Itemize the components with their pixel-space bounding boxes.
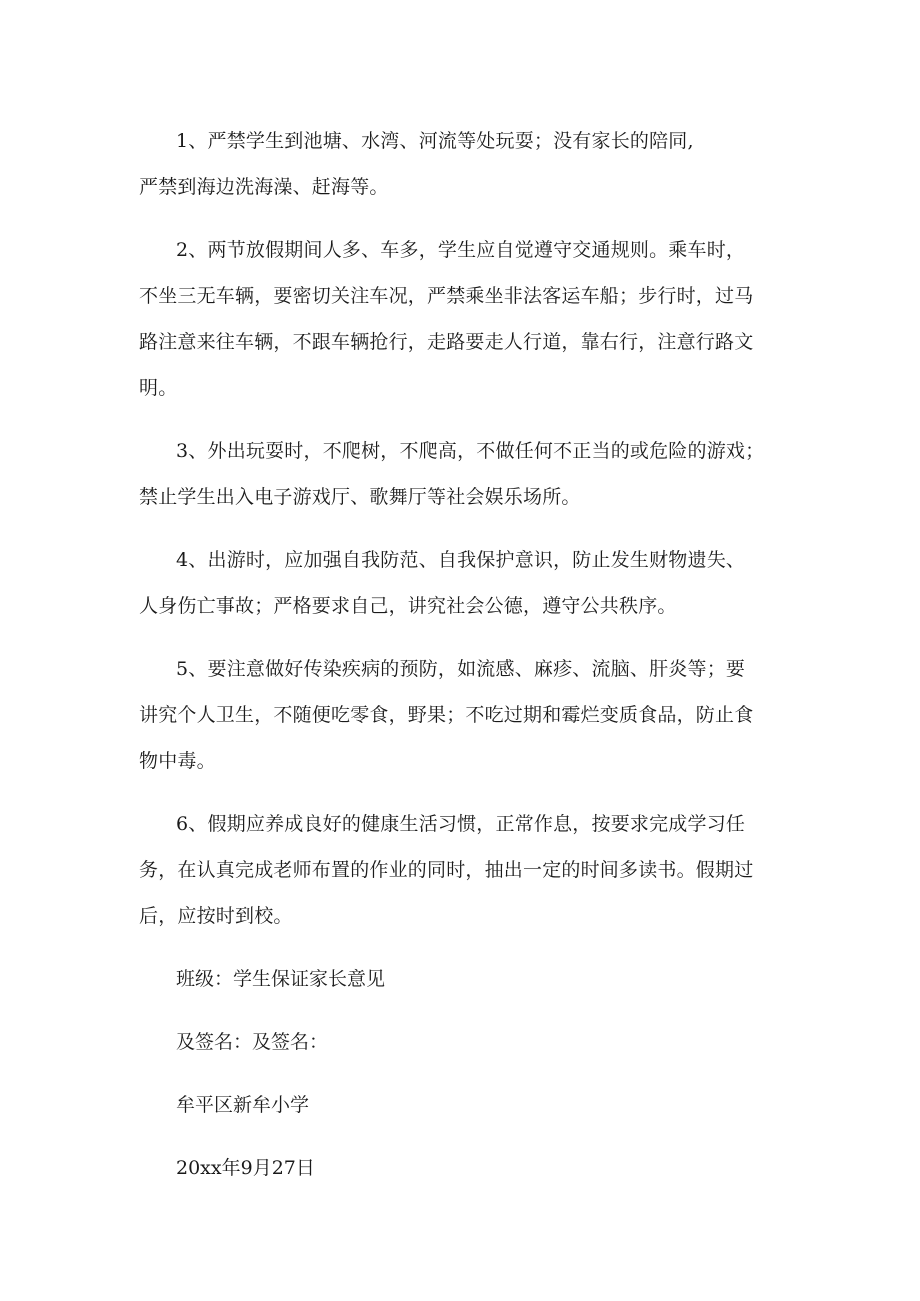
- paragraph-line: 4、出游时，应加强自我防范、自我保护意识，防止发生财物遗失、: [176, 549, 746, 571]
- rule-paragraph-6: [139, 801, 789, 939]
- paragraph-line: 务，在认真完成老师布置的作业的同时，抽出一定的时间多读书。假期过: [139, 859, 754, 881]
- document-date: 20xx年9月27日: [176, 1157, 315, 1179]
- document-body: [139, 118, 789, 1208]
- school-name: 牟平区新牟小学: [176, 1094, 310, 1116]
- paragraph-line: 严禁到海边洗海澡、赶海等。: [139, 176, 389, 198]
- paragraph-line: 5、要注意做好传染疾病的预防，如流感、麻疹、流脑、肝炎等；要: [176, 658, 746, 680]
- paragraph-line: 禁止学生出入电子游戏厅、歌舞厅等社会娱乐场所。: [139, 486, 581, 508]
- paragraph-line: 2、两节放假期间人多、车多，学生应自觉遵守交通规则。乘车时，: [176, 239, 746, 261]
- paragraph-line: 6、假期应养成良好的健康生活习惯，正常作息，按要求完成学习任: [176, 813, 746, 835]
- paragraph-line: 不坐三无车辆，要密切关注车况，严禁乘坐非法客运车船；步行时，过马: [139, 285, 754, 307]
- sign-line: 及签名：及签名：: [176, 1031, 329, 1053]
- paragraph-line: 路注意来往车辆，不跟车辆抢行，走路要走人行道，靠右行，注意行路文: [139, 331, 754, 353]
- rule-paragraph-2: [139, 227, 789, 411]
- paragraph-line: 1、严禁学生到池塘、水湾、河流等处玩耍；没有家长的陪同,: [176, 130, 694, 152]
- paragraph-line: 物中毒。: [139, 750, 216, 772]
- paragraph-line: 人身伤亡事故；严格要求自己，讲究社会公德，遵守公共秩序。: [139, 595, 677, 617]
- paragraph-line: 后，应按时到校。: [139, 905, 293, 927]
- rule-paragraph-5: [139, 646, 789, 784]
- rule-paragraph-4: [139, 537, 789, 629]
- class-signature-line: 班级：学生保证家长意见: [176, 968, 386, 990]
- paragraph-line: 讲究个人卫生，不随便吃零食，野果；不吃过期和霉烂变质食品，防止食: [139, 704, 754, 726]
- paragraph-line: 明。: [139, 377, 178, 399]
- rule-paragraph-3: [139, 428, 789, 520]
- signature-block: [139, 956, 789, 1191]
- paragraph-line: 3、外出玩耍时，不爬树，不爬高，不做任何不正当的或危险的游戏；: [176, 440, 765, 462]
- rule-paragraph-1: [139, 118, 789, 210]
